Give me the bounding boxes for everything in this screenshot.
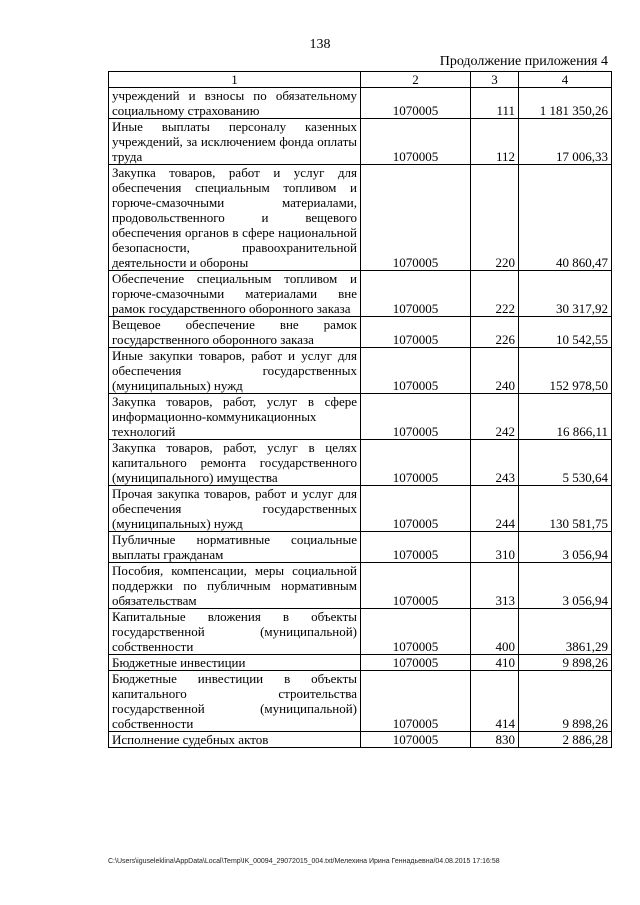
table-row [109,486,612,532]
table-row [109,317,612,348]
expense-type-cell: 830 [471,732,519,748]
expense-type-cell: 400 [471,609,519,655]
header-cell-1: 1 [109,72,361,88]
table-row [109,532,612,563]
expense-type-cell: 112 [471,119,519,165]
table-row [109,165,612,271]
table-row [109,119,612,165]
expense-name-cell: Закупка товаров, работ, услуг в сфере информационно-коммуникационных технологий [109,394,361,440]
page-number: 138 [309,37,331,52]
expense-type-cell: 313 [471,563,519,609]
target-code-cell: 1070005 [361,271,471,317]
amount-cell: 16 866,11 [519,394,612,440]
expense-name-cell: Прочая закупка товаров, работ и услуг для обеспечения государственных (муниципальных) нужд [109,486,361,532]
amount-cell: 152 978,50 [519,348,612,394]
amount-cell: 40 860,47 [519,165,612,271]
header-cell-3: 3 [471,72,519,88]
amount-cell: 10 542,55 [519,317,612,348]
expense-type-cell: 414 [471,671,519,732]
expense-type-cell: 222 [471,271,519,317]
target-code-cell: 1070005 [361,317,471,348]
expense-type-cell: 244 [471,486,519,532]
target-code-cell: 1070005 [361,655,471,671]
expense-type-cell: 242 [471,394,519,440]
target-code-cell: 1070005 [361,532,471,563]
expense-name-cell: Закупка товаров, работ, услуг в целях капитального ремонта государственного (муниципального) имущества [109,440,361,486]
amount-cell: 9 898,26 [519,655,612,671]
table-row [109,348,612,394]
amount-cell: 3 056,94 [519,563,612,609]
header-cell-2: 2 [361,72,471,88]
expense-type-cell: 310 [471,532,519,563]
amount-cell: 3 056,94 [519,532,612,563]
expense-type-cell: 240 [471,348,519,394]
table-header-row [109,72,612,88]
expense-name-cell: Иные выплаты персоналу казенных учреждений, за исключением фонда оплаты труда [109,119,361,165]
target-code-cell: 1070005 [361,732,471,748]
expense-name-cell: Бюджетные инвестиции [109,655,361,671]
amount-cell: 2 886,28 [519,732,612,748]
expense-name-cell: Пособия, компенсации, меры социальной поддержки по публичным нормативным обязательствам [109,563,361,609]
expense-type-cell: 410 [471,655,519,671]
amount-cell: 130 581,75 [519,486,612,532]
table-row [109,609,612,655]
amount-cell: 9 898,26 [519,671,612,732]
budget-table-body [109,72,612,748]
expense-name-cell: Вещевое обеспечение вне рамок государственного оборонного заказа [109,317,361,348]
table-row [109,394,612,440]
expense-name-cell: Обеспечение специальным топливом и горюче-смазочными материалами вне рамок государственного оборонного заказа [109,271,361,317]
target-code-cell: 1070005 [361,88,471,119]
amount-cell: 17 006,33 [519,119,612,165]
expense-name-cell: Исполнение судебных актов [109,732,361,748]
table-row [109,271,612,317]
table-row [109,655,612,671]
target-code-cell: 1070005 [361,671,471,732]
header-cell-4: 4 [519,72,612,88]
target-code-cell: 1070005 [361,609,471,655]
target-code-cell: 1070005 [361,348,471,394]
expense-type-cell: 111 [471,88,519,119]
expense-name-cell: Иные закупки товаров, работ и услуг для обеспечения государственных (муниципальных) нужд [109,348,361,394]
target-code-cell: 1070005 [361,119,471,165]
expense-name-cell: Закупка товаров, работ и услуг для обеспечения специальным топливом и горюче-смазочными материалами, продовольственного и вещевого обеспечения органов в сфере национальной безопасности, правоохранительной деятельности и обороны [109,165,361,271]
file-path-footer: C:\Users\iguseleklina\AppData\Local\Temp\IK_00094_29072015_004.txt/Мелехина Ирина Геннадьевна/04.08.2015 17:16:58 [108,858,500,865]
amount-cell: 30 317,92 [519,271,612,317]
amount-cell: 5 530,64 [519,440,612,486]
expense-name-cell: Капитальные вложения в объекты государственной (муниципальной) собственности [109,609,361,655]
expense-type-cell: 220 [471,165,519,271]
table-row [109,88,612,119]
table-row [109,671,612,732]
target-code-cell: 1070005 [361,440,471,486]
expense-type-cell: 226 [471,317,519,348]
amount-cell: 3861,29 [519,609,612,655]
target-code-cell: 1070005 [361,563,471,609]
expense-type-cell: 243 [471,440,519,486]
expense-name-cell: учреждений и взносы по обязательному социальному страхованию [109,88,361,119]
budget-table [108,71,612,748]
table-row [109,440,612,486]
table-row [109,732,612,748]
expense-name-cell: Публичные нормативные социальные выплаты гражданам [109,532,361,563]
appendix-continuation-label: Продолжение приложения 4 [439,54,608,69]
amount-cell: 1 181 350,26 [519,88,612,119]
target-code-cell: 1070005 [361,165,471,271]
table-row [109,563,612,609]
target-code-cell: 1070005 [361,394,471,440]
expense-name-cell: Бюджетные инвестиции в объекты капитального строительства государственной (муниципальной) собственности [109,671,361,732]
target-code-cell: 1070005 [361,486,471,532]
